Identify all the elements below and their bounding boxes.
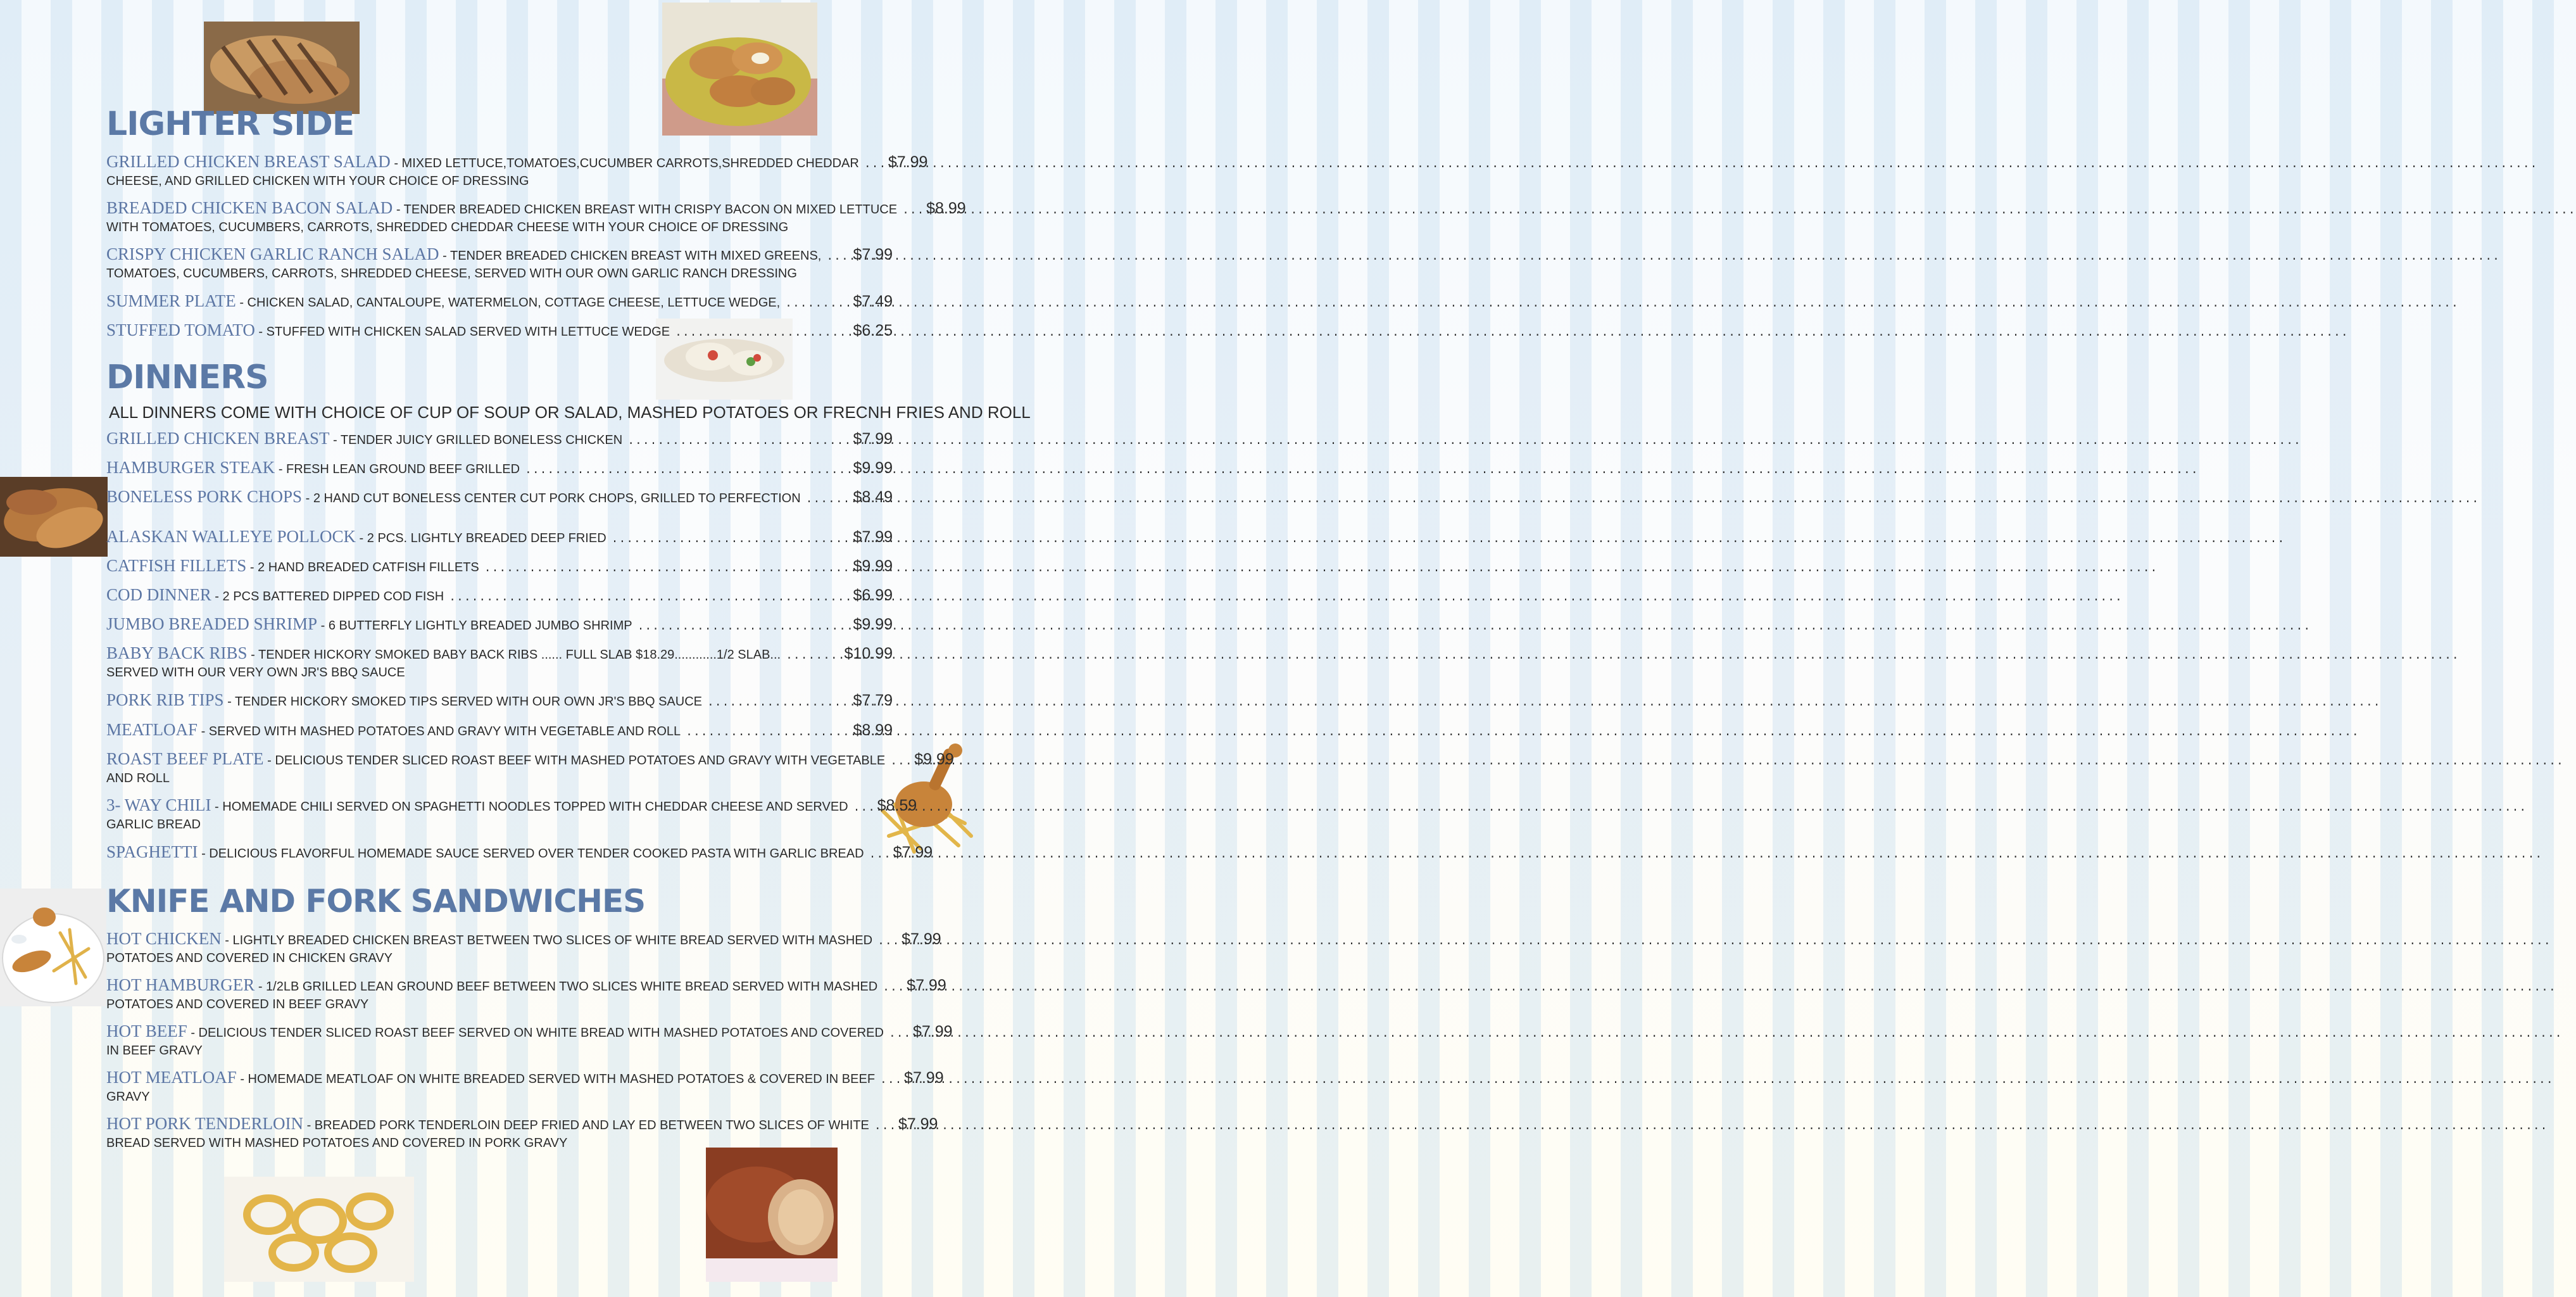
item-description: - MIXED LETTUCE,TOMATOES,CUCUMBER CARROTS,SHREDDED CHEDDAR: [390, 156, 859, 170]
grilled-chicken-photo: [204, 22, 360, 114]
item-price: $9.99: [853, 459, 893, 477]
menu-item: [106, 1068, 944, 1104]
item-name: ALASKAN WALLEYE POLLOCK: [106, 527, 356, 546]
item-name: HAMBURGER STEAK: [106, 458, 275, 477]
menu-item-line: [106, 320, 893, 340]
item-price: $7.99: [853, 246, 893, 263]
item-price: $8.99: [926, 199, 966, 217]
item-price: $10.99: [844, 645, 893, 662]
item-description-continued: POTATOES AND COVERED IN CHICKEN GRAVY: [106, 951, 393, 965]
menu-item: [106, 643, 893, 680]
dot-leader: [606, 533, 853, 546]
item-name: BREADED CHICKEN BACON SALAD: [106, 198, 393, 217]
dot-leader: [702, 697, 853, 709]
menu-item-line: [106, 749, 954, 769]
item-name: GRILLED CHICKEN BREAST: [106, 429, 330, 448]
item-description-continued: POTATOES AND COVERED IN BEEF GRAVY: [106, 997, 369, 1011]
item-name: HOT MEATLOAF: [106, 1068, 237, 1087]
item-price: $6.99: [853, 586, 893, 604]
item-name: SUMMER PLATE: [106, 291, 236, 310]
menu-item: [106, 749, 954, 786]
dot-leader: [780, 298, 853, 310]
menu-item: [106, 975, 946, 1012]
menu-item: [106, 152, 928, 189]
item-price: $7.99: [898, 1115, 938, 1133]
item-description-continued: GARLIC BREAD: [106, 818, 201, 832]
item-name: BABY BACK RIBS: [106, 643, 248, 662]
item-description: - DELICIOUS TENDER SLICED ROAST BEEF SERVED ON WHITE BREAD WITH MASHED POTATOES AND COVERED: [187, 1026, 884, 1040]
menu-item-line: [106, 198, 966, 218]
dot-leader: [877, 982, 907, 994]
menu-item-line: [106, 527, 893, 547]
item-name: JUMBO BREADED SHRIMP: [106, 614, 318, 633]
item-description: - DELICIOUS FLAVORFUL HOMEMADE SAUCE SERVED OVER TENDER COOKED PASTA WITH GARLIC BREAD: [198, 847, 864, 861]
dot-leader: [869, 1120, 898, 1133]
dot-leader: [875, 1074, 904, 1087]
menu-item: [106, 291, 893, 311]
item-name: ROAST BEEF PLATE: [106, 749, 264, 768]
item-description: - 6 BUTTERFLY LIGHTLY BREADED JUMBO SHRIMP: [317, 619, 632, 633]
menu-item-line: [106, 487, 893, 507]
item-price: $7.99: [912, 1023, 953, 1041]
dot-leader: [622, 435, 853, 448]
dot-leader: [872, 935, 902, 948]
item-price: $7.99: [853, 528, 893, 546]
menu-item-line: [106, 614, 893, 634]
menu-item: [106, 585, 893, 605]
item-description: - 2 HAND BREADED CATFISH FILLETS: [246, 560, 479, 574]
menu-item: [106, 842, 933, 862]
menu-item: [106, 929, 941, 966]
menu-item-line: [106, 842, 933, 862]
item-price: $6.25: [853, 322, 893, 339]
menu-item-line: [106, 1114, 938, 1134]
item-description-continued: TOMATOES, CUCUMBERS, CARROTS, SHREDDED CHEESE, SERVED WITH OUR OWN GARLIC RANCH DRESSING: [106, 267, 797, 281]
dot-leader: [781, 650, 844, 662]
item-price: $7.99: [904, 1069, 944, 1087]
item-price: $7.49: [853, 293, 893, 310]
dinners-title: DINNERS: [106, 358, 268, 396]
dot-leader: [670, 327, 853, 339]
item-description: - TENDER HICKORY SMOKED TIPS SERVED WITH OUR OWN JR'S BBQ SAUCE: [223, 695, 702, 709]
menu-item: [106, 527, 893, 547]
item-description: - BREADED PORK TENDERLOIN DEEP FRIED AND LAY ED BETWEEN TWO SLICES OF WHITE: [303, 1118, 869, 1132]
item-name: CRISPY CHICKEN GARLIC RANCH SALAD: [106, 244, 439, 263]
dot-leader: [864, 849, 893, 861]
item-description: - HOMEMADE CHILI SERVED ON SPAGHETTI NOODLES TOPPED WITH CHEDDAR CHEESE AND SERVED: [211, 800, 848, 814]
dinners-intro: ALL DINNERS COME WITH CHOICE OF CUP OF SOUP OR SALAD, MASHED POTATOES OR FRECNH FRIES AND ROLL: [109, 403, 1031, 422]
item-name: MEATLOAF: [106, 720, 198, 739]
menu-item: [106, 244, 893, 281]
menu-item: [106, 458, 893, 478]
item-price: $7.79: [853, 692, 893, 709]
item-name: SPAGHETTI: [106, 842, 198, 861]
item-description-continued: IN BEEF GRAVY: [106, 1044, 203, 1058]
dot-leader: [859, 158, 888, 171]
menu-item-line: [106, 458, 893, 478]
dot-leader: [821, 251, 853, 263]
menu-item: [106, 1114, 938, 1151]
item-description: - 2 PCS. LIGHTLY BREADED DEEP FRIED: [355, 531, 606, 545]
dot-leader: [632, 621, 853, 633]
menu-item: [106, 690, 893, 710]
item-price: $7.99: [888, 153, 928, 171]
menu-item-line: [106, 244, 893, 264]
item-description: - 1/2LB GRILLED LEAN GROUND BEEF BETWEEN TWO SLICES WHITE BREAD SERVED WITH MASHED: [254, 980, 878, 994]
item-description: - HOMEMADE MEATLOAF ON WHITE BREADED SERVED WITH MASHED POTATOES & COVERED IN BEEF: [236, 1072, 876, 1086]
item-description: - STUFFED WITH CHICKEN SALAD SERVED WITH LETTUCE WEDGE: [254, 325, 670, 339]
dot-leader: [848, 802, 877, 814]
menu-item-line: [106, 975, 946, 995]
item-description-continued: WITH TOMATOES, CUCUMBERS, CARROTS, SHREDDED CHEDDAR CHEESE WITH YOUR CHOICE OF DRESSING: [106, 220, 789, 234]
menu-item: [106, 614, 893, 634]
dot-leader: [681, 726, 853, 739]
menu-item-line: [106, 152, 928, 172]
menu-item-line: [106, 795, 917, 815]
dot-leader: [479, 562, 853, 575]
item-price: $8.59: [877, 797, 917, 814]
menu-item-line: [106, 429, 893, 448]
item-price: $7.99: [853, 430, 893, 448]
dot-leader: [801, 493, 853, 506]
item-price: $8.49: [853, 488, 893, 506]
menu-item-line: [106, 1068, 944, 1087]
menu-item-line: [106, 690, 893, 710]
item-description-continued: GRAVY: [106, 1090, 150, 1104]
potato-wedges-photo: [0, 477, 108, 557]
item-description: - 2 HAND CUT BONELESS CENTER CUT PORK CHOPS, GRILLED TO PERFECTION: [302, 491, 801, 505]
onion-rings-photo: [224, 1177, 414, 1282]
item-price: $9.99: [853, 557, 893, 575]
item-description: - TENDER BREADED CHICKEN BREAST WITH MIXED GREENS,: [439, 249, 822, 263]
jalapeno-poppers-photo: [662, 3, 817, 136]
item-description: - SERVED WITH MASHED POTATOES AND GRAVY WITH VEGETABLE AND ROLL: [198, 724, 681, 738]
item-description: - TENDER JUICY GRILLED BONELESS CHICKEN: [329, 433, 623, 447]
item-price: $9.99: [853, 616, 893, 633]
item-name: GRILLED CHICKEN BREAST SALAD: [106, 152, 391, 171]
menu-item-line: [106, 1022, 953, 1041]
dot-leader: [884, 1028, 913, 1041]
menu-item: [106, 487, 893, 507]
menu-item: [106, 720, 893, 740]
item-name: 3- WAY CHILI: [106, 795, 211, 814]
menu-item: [106, 1022, 953, 1058]
dot-leader: [444, 592, 853, 604]
dot-leader: [885, 756, 914, 768]
menu-item-line: [106, 720, 893, 740]
roast-beef-gravy-photo: [706, 1148, 838, 1282]
item-description-continued: AND ROLL: [106, 771, 170, 785]
chicken-strips-plate-photo: [0, 889, 106, 1006]
item-description-continued: CHEESE, AND GRILLED CHICKEN WITH YOUR CHOICE OF DRESSING: [106, 174, 529, 188]
item-description-continued: BREAD SERVED WITH MASHED POTATOES AND COVERED IN PORK GRAVY: [106, 1136, 568, 1150]
item-description: - TENDER BREADED CHICKEN BREAST WITH CRISPY BACON ON MIXED LETTUCE: [393, 203, 898, 217]
item-price: $8.99: [853, 721, 893, 739]
item-description: - 2 PCS BATTERED DIPPED COD FISH: [211, 590, 444, 604]
menu-item: [106, 198, 966, 235]
item-name: STUFFED TOMATO: [106, 320, 255, 339]
item-name: CATFISH FILLETS: [106, 556, 247, 575]
menu-item: [106, 556, 893, 576]
menu-item-line: [106, 556, 893, 576]
menu-item: [106, 795, 917, 832]
item-description: - CHICKEN SALAD, CANTALOUPE, WATERMELON, COTTAGE CHEESE, LETTUCE WEDGE,: [236, 296, 781, 310]
item-name: HOT HAMBURGER: [106, 975, 255, 994]
menu-item-line: [106, 643, 893, 663]
lighter-side-title: LIGHTER SIDE: [106, 105, 355, 143]
item-description-continued: SERVED WITH OUR VERY OWN JR'S BBQ SAUCE: [106, 666, 405, 680]
item-price: $7.99: [902, 930, 941, 948]
dot-leader: [897, 205, 926, 217]
item-name: HOT CHICKEN: [106, 929, 222, 948]
item-description: - LIGHTLY BREADED CHICKEN BREAST BETWEEN TWO SLICES OF WHITE BREAD SERVED WITH MASHED: [221, 933, 873, 947]
item-description: - TENDER HICKORY SMOKED BABY BACK RIBS ...... FULL SLAB $18.29............1/2 SLAB...: [247, 648, 781, 662]
item-price: $7.99: [907, 977, 946, 994]
knife-fork-title: KNIFE AND FORK SANDWICHES: [106, 883, 646, 920]
item-name: HOT BEEF: [106, 1022, 187, 1041]
item-description: - DELICIOUS TENDER SLICED ROAST BEEF WITH MASHED POTATOES AND GRAVY WITH VEGETABLE: [263, 754, 886, 768]
item-name: BONELESS PORK CHOPS: [106, 487, 303, 506]
menu-item: [106, 429, 893, 448]
item-name: HOT PORK TENDERLOIN: [106, 1114, 304, 1133]
menu-item: [106, 320, 893, 340]
item-price: $9.99: [914, 750, 954, 768]
item-name: PORK RIB TIPS: [106, 690, 224, 709]
menu-item-line: [106, 929, 941, 949]
menu-item-line: [106, 291, 893, 311]
item-name: COD DINNER: [106, 585, 211, 604]
menu-item-line: [106, 585, 893, 605]
item-description: - FRESH LEAN GROUND BEEF GRILLED: [275, 462, 520, 476]
item-price: $7.99: [893, 844, 933, 861]
dot-leader: [520, 464, 853, 477]
